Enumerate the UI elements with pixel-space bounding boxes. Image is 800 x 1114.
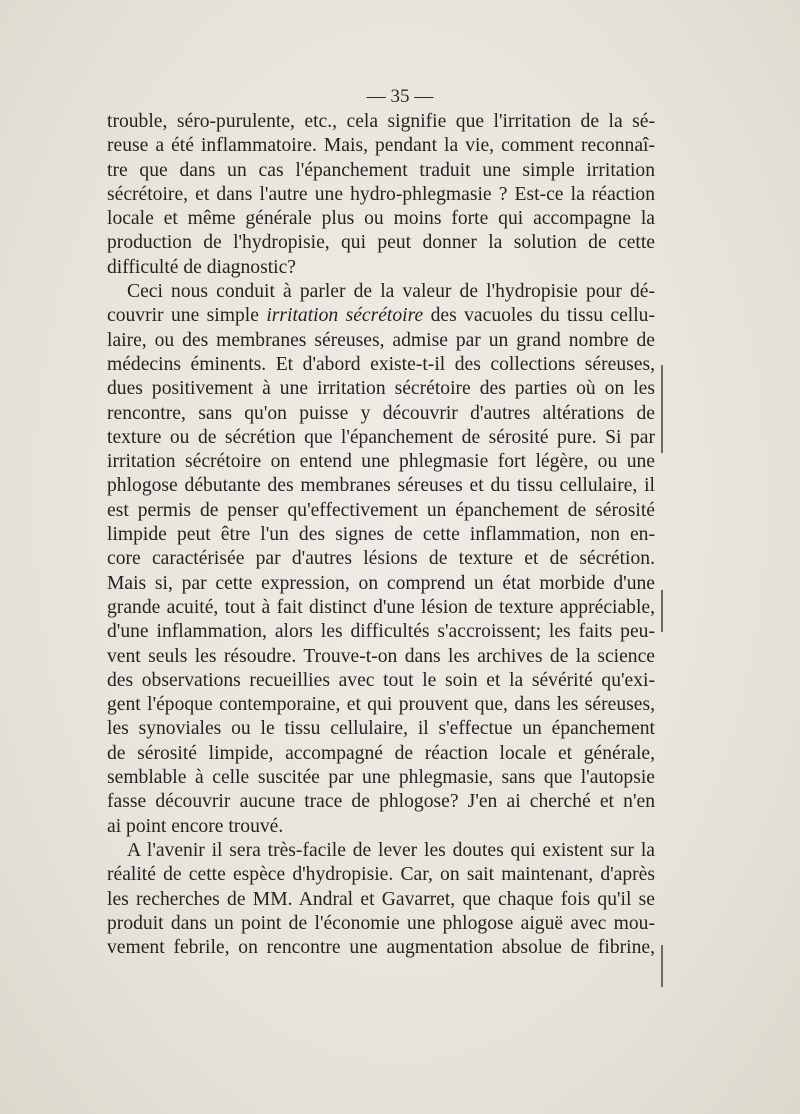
body-text <box>107 110 655 960</box>
text-line: phlogose débutante des membranes séreuses et du tissu cellulaire, il <box>107 475 655 497</box>
text-line: médecins éminents. Et d'abord existe-t-il des collections séreuses, <box>107 353 655 375</box>
text-line: sécrétoire, et dans l'autre une hydro-phlegmasie ? Est-ce la réaction <box>107 183 655 205</box>
text-line: A l'avenir il sera très-facile de lever les doutes qui existent sur la <box>127 839 655 861</box>
text-line: irritation sécrétoire on entend une phlegmasie fort légère, ou une <box>107 451 655 473</box>
text-line: des observations recueillies avec tout le soin et la sévérité qu'exi- <box>107 669 655 691</box>
text-line: reuse a été inflammatoire. Mais, pendant la vie, comment reconnaî- <box>107 135 655 157</box>
text-line: texture ou de sécrétion que l'épanchement de sérosité pure. Si par <box>107 426 655 448</box>
text-line: d'une inflammation, alors les difficultés s'accroissent; les faits peu- <box>107 621 655 643</box>
text-line: core caractérisée par d'autres lésions de texture et de sécrétion. <box>107 548 655 570</box>
text-line: production de l'hydropisie, qui peut donner la solution de cette <box>107 232 655 254</box>
text-line: rencontre, sans qu'on puisse y découvrir d'autres altérations de <box>107 402 655 424</box>
text-line: semblable à celle suscitée par une phlegmasie, sans que l'autopsie <box>107 767 655 789</box>
text-line: les recherches de MM. Andral et Gavarret, que chaque fois qu'il se <box>107 888 655 910</box>
margin-mark <box>661 590 663 632</box>
text-line: grande acuité, tout à fait distinct d'une lésion de texture appréciable, <box>107 596 655 618</box>
text-line: de sérosité limpide, accompagné de réaction locale et générale, <box>107 742 655 764</box>
text-line: vent seuls les résoudre. Trouve-t-on dans les archives de la science <box>107 645 655 667</box>
text-line: produit dans un point de l'économie une phlogose aiguë avec mou- <box>107 912 655 934</box>
text-line: fasse découvrir aucune trace de phlogose? J'en ai cherché et n'en <box>107 791 655 813</box>
text-line: ai point encore trouvé. <box>107 815 284 837</box>
page-number: — 35 — <box>366 86 434 107</box>
text-line: est permis de penser qu'effectivement un épanchement de sérosité <box>107 499 655 521</box>
text-fragment: couvrir une simple <box>107 305 259 327</box>
text-line-with-italic <box>107 304 655 328</box>
text-fragment: des vacuoles du tissu cellu- <box>430 305 655 327</box>
text-line: vement febrile, on rencontre une augmentation absolue de fibrine, <box>107 937 655 959</box>
text-line: tre que dans un cas l'épanchement traduit une simple irritation <box>107 159 655 181</box>
text-line: réalité de cette espèce d'hydropisie. Car, on sait maintenant, d'après <box>107 864 655 886</box>
text-line: dues positivement à une irritation sécrétoire des parties où on les <box>107 378 655 400</box>
text-line: locale et même générale plus ou moins forte qui accompagne la <box>107 208 655 230</box>
text-line: limpide peut être l'un des signes de cette inflammation, non en- <box>107 524 655 546</box>
text-line: les synoviales ou le tissu cellulaire, il s'effectue un épanchement <box>107 718 655 740</box>
margin-mark <box>661 945 663 987</box>
italic-term: irritation sécrétoire <box>266 305 424 327</box>
text-line: trouble, séro-purulente, etc., cela signifie que l'irritation de la sé- <box>107 111 655 132</box>
text-line: Mais si, par cette expression, on comprend un état morbide d'une <box>107 572 655 594</box>
text-line: laire, ou des membranes séreuses, admise par un grand nombre de <box>107 329 655 351</box>
text-line: gent l'époque contemporaine, et qui prouvent que, dans les séreuses, <box>107 694 655 716</box>
text-line: difficulté de diagnostic? <box>107 256 296 278</box>
margin-mark <box>661 365 663 453</box>
text-line: Ceci nous conduit à parler de la valeur de l'hydropisie pour dé- <box>127 281 655 303</box>
